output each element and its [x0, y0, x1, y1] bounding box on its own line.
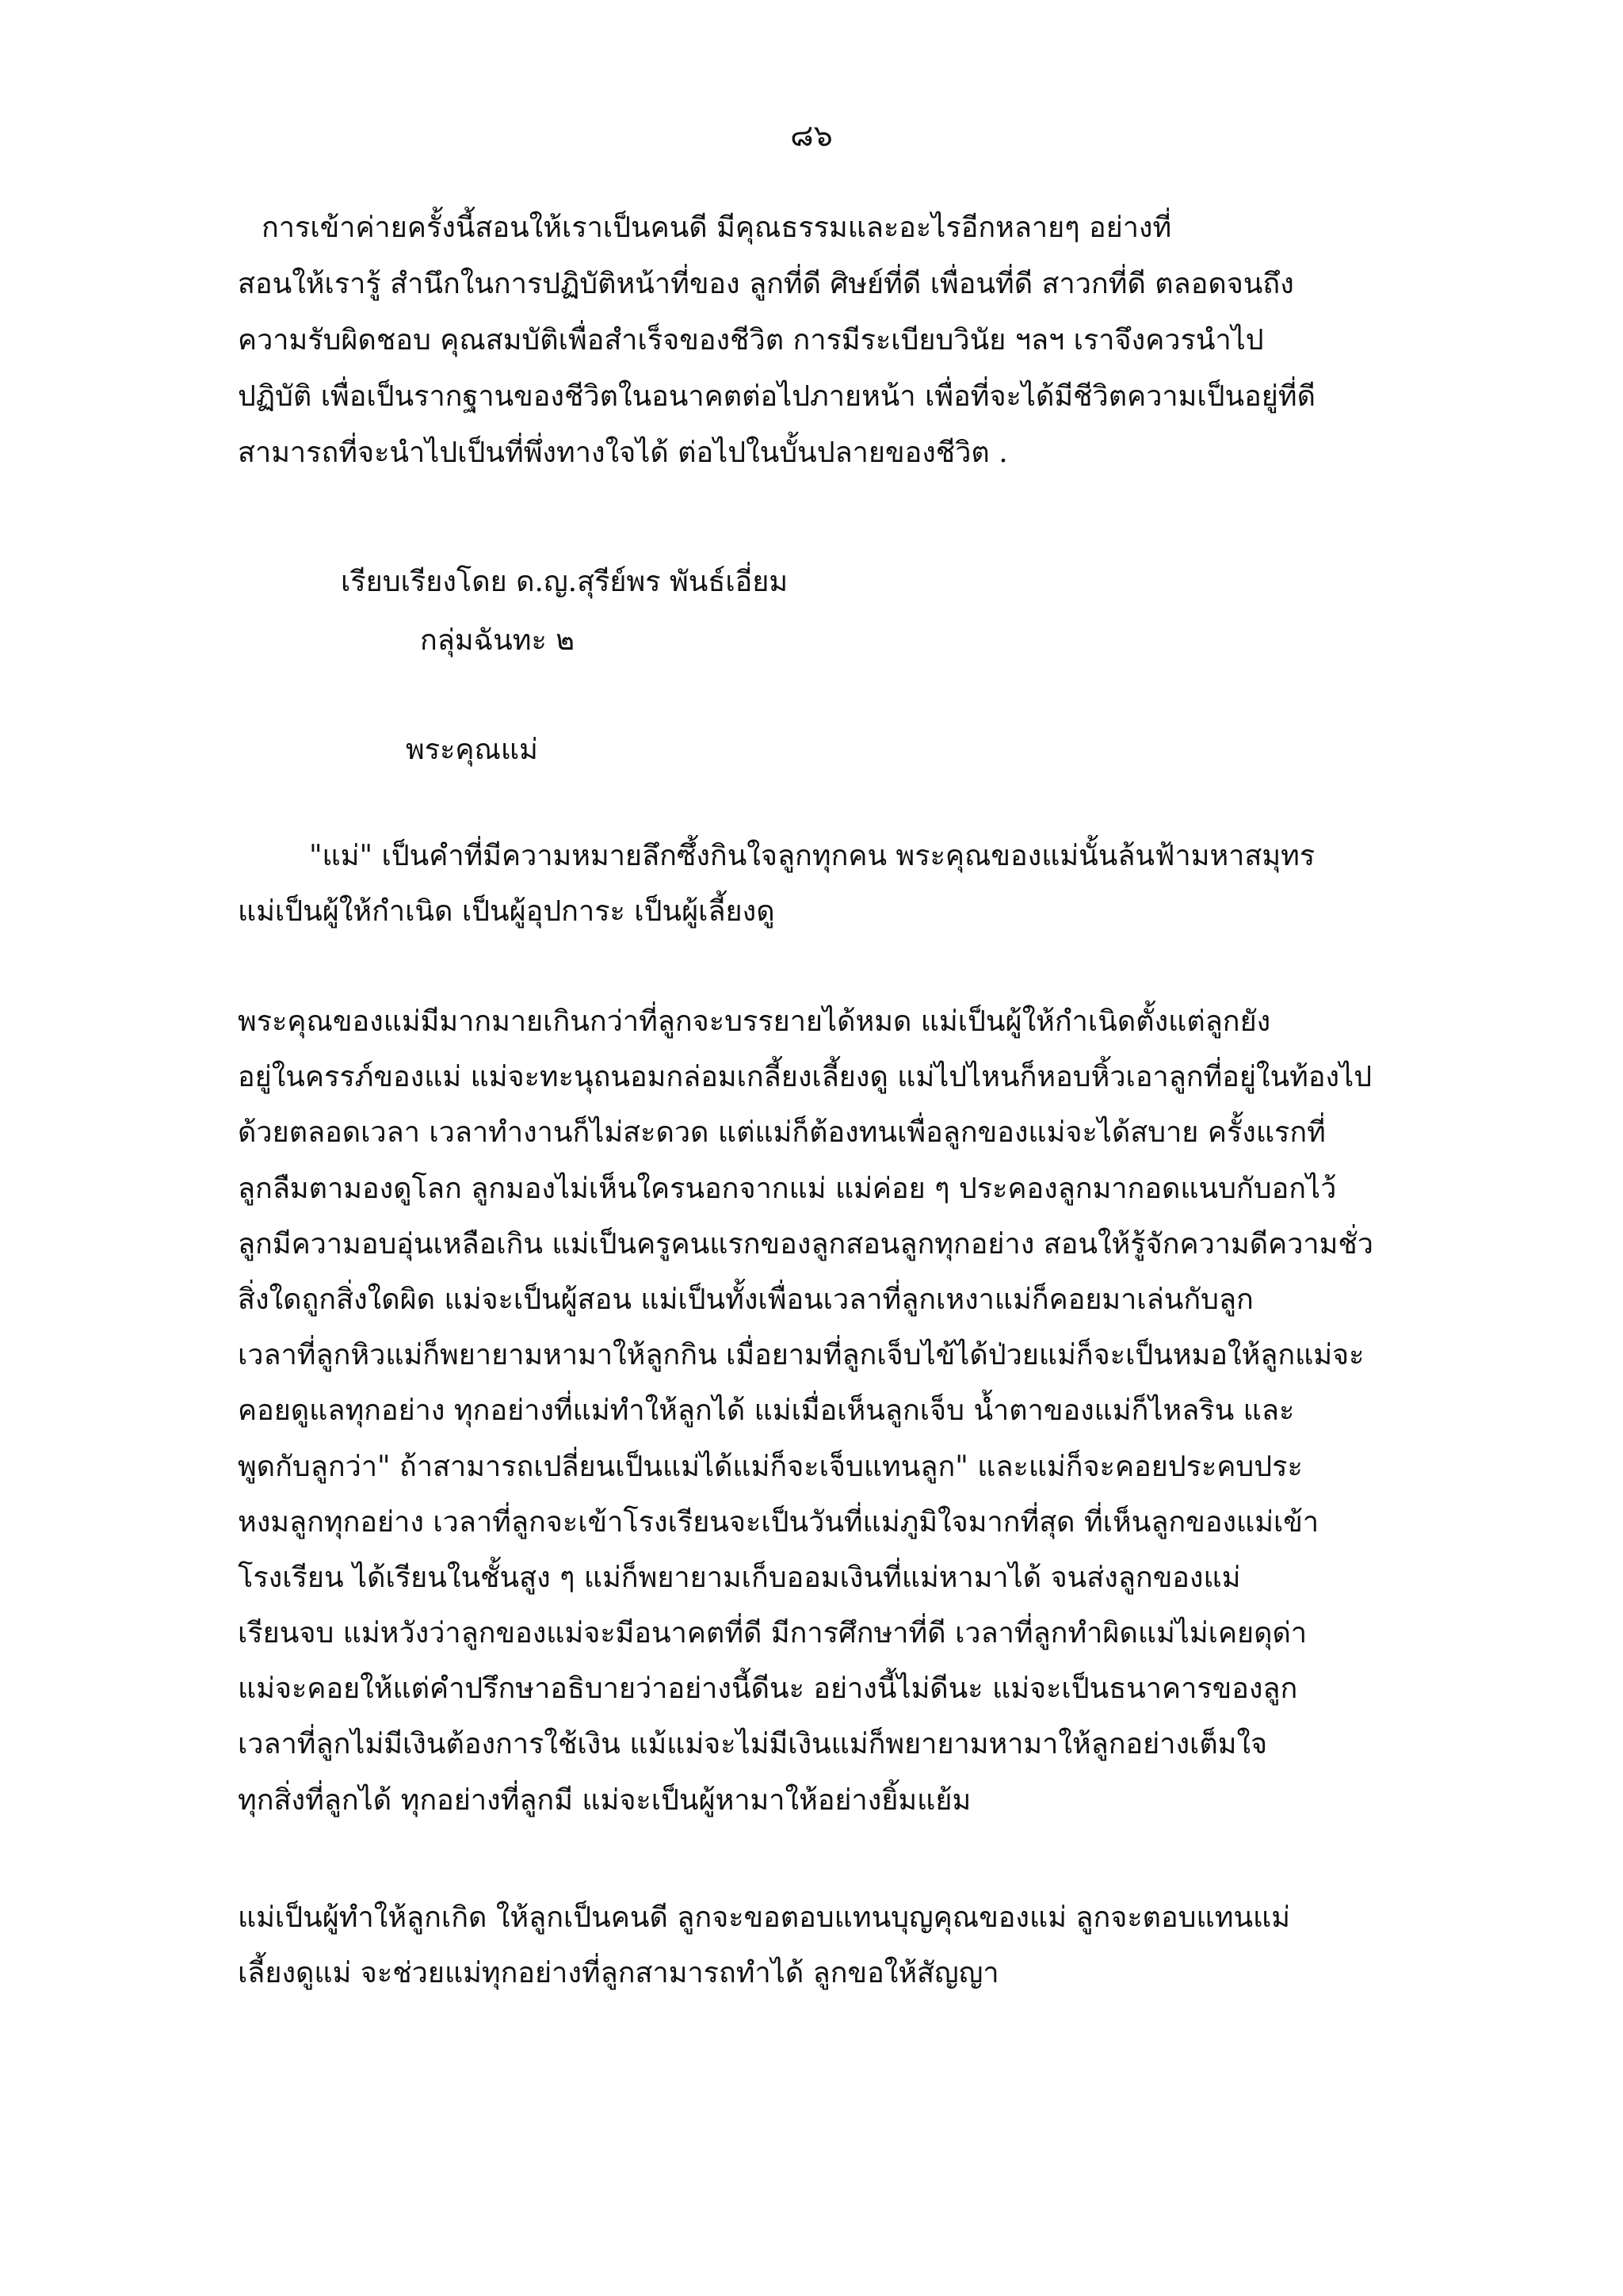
author-group: กลุ่มฉันทะ ๒: [420, 624, 575, 657]
paragraph-line: แม่จะคอยให้แต่คำปรึกษาอธิบายว่าอย่างนี้ดีนะ อย่างนี้ไม่ดีนะ แม่จะเป็นธนาคารของลูก: [238, 1672, 1298, 1706]
paragraph-line: พระคุณของแม่มีมากมายเกินกว่าที่ลูกจะบรรยายได้หมด แม่เป็นผู้ให้กำเนิดตั้งแต่ลูกยัง: [238, 1005, 1271, 1038]
paragraph-line: โรงเรียน ได้เรียนในชั้นสูง ๆ แม่ก็พยายามเก็บออมเงินที่แม่หามาได้ จนส่งลูกของแม่: [238, 1561, 1241, 1594]
paragraph-line: อยู่ในครรภ์ของแม่ แม่จะทะนุถนอมกล่อมเกลี้ยงเลี้ยงดู แม่ไปไหนก็หอบหิ้วเอาลูกที่อยู่ในท้องไป: [238, 1061, 1373, 1094]
paragraph-mother-virtues: [238, 994, 1395, 1829]
paragraph-line: ด้วยตลอดเวลา เวลาทำงานก็ไม่สะดวด แต่แม่ก็ต้องทนเพื่อลูกของแม่จะได้สบาย ครั้งแรกที่: [238, 1116, 1326, 1150]
paragraph-line: ความรับผิดชอบ คุณสมบัติเพื่อสำเร็จของชีวิต การมีระเบียบวินัย ฯลฯ เราจึงควรนำไป: [238, 324, 1264, 357]
paragraph-line: แม่เป็นผู้ทำให้ลูกเกิด ให้ลูกเป็นคนดี ลูกจะขอตอบแทนบุญคุณของแม่ ลูกจะตอบแทนแม่: [238, 1901, 1290, 1934]
paragraph-line: คอยดูแลทุกอย่าง ทุกอย่างที่แม่ทำให้ลูกได้ แม่เมื่อเห็นลูกเจ็บ น้ำตาของแม่ก็ไหลริน และ: [238, 1394, 1295, 1428]
paragraph-line: "แม่" เป็นคำที่มีความหมายลึกซึ้งกินใจลูกทุกคน พระคุณของแม่นั้นล้นฟ้ามหาสมุทร: [309, 840, 1316, 872]
section-title: พระคุณแม่: [406, 734, 538, 766]
paragraph-camp-lesson: [238, 200, 1395, 481]
paragraph-line: ลูกลืมตามองดูโลก ลูกมองไม่เห็นใครนอกจากแม่ แม่ค่อย ๆ ประคองลูกมากอดแนบกับอกไว้: [238, 1172, 1337, 1205]
paragraph-line: เวลาที่ลูกหิวแม่ก็พยายามหามาให้ลูกกิน เมื่อยามที่ลูกเจ็บไข้ได้ป่วยแม่ก็จะเป็นหมอให้ลูกแม่จะ: [238, 1339, 1365, 1372]
paragraph-line: หงมลูกทุกอย่าง เวลาที่ลูกจะเข้าโรงเรียนจะเป็นวันที่แม่ภูมิใจมากที่สุด ที่เห็นลูกของแม่เข้า: [238, 1505, 1319, 1539]
paragraph-line: สามารถที่จะนำไปเป็นที่พึ่งทางใจได้ ต่อไปในบั้นปลายของชีวิต .: [238, 437, 1008, 469]
paragraph-line: เลี้ยงดูแม่ จะช่วยแม่ทุกอย่างที่ลูกสามารถทำได้ ลูกขอให้สัญญา: [238, 1957, 999, 1989]
paragraph-line: พูดกับลูกว่า" ถ้าสามารถเปลี่ยนเป็นแม่ได้แม่ก็จะเจ็บแทนลูก" และแม่ก็จะคอยประคบประ: [238, 1450, 1303, 1483]
paragraph-mother-intro: [238, 829, 1395, 940]
author-credit: เรียบเรียงโดย ด.ญ.สุรีย์พร พันธ์เอี่ยม: [341, 566, 789, 598]
paragraph-line: ลูกมีความอบอุ่นเหลือเกิน แม่เป็นครูคนแรกของลูกสอนลูกทุกอย่าง สอนให้รู้จักความดีความชั่ว: [238, 1227, 1374, 1261]
paragraph-line: ทุกสิ่งที่ลูกได้ ทุกอย่างที่ลูกมี แม่จะเป็นผู้หามาให้อย่างยิ้มแย้ม: [238, 1783, 972, 1817]
page-number: ๘๖: [790, 118, 833, 153]
paragraph-line: สิ่งใดถูกสิ่งใดผิด แม่จะเป็นผู้สอน แม่เป็นทั้งเพื่อนเวลาที่ลูกเหงาแม่ก็คอยมาเล่นกับลูก: [238, 1283, 1254, 1316]
paragraph-line: ปฏิบัติ เพื่อเป็นรากฐานของชีวิตในอนาคตต่อไปภายหน้า เพื่อที่จะได้มีชีวิตความเป็นอยู่ที่ดี: [238, 380, 1316, 413]
paragraph-promise: [238, 1890, 1395, 2001]
paragraph-line: เรียนจบ แม่หวังว่าลูกของแม่จะมีอนาคตที่ดี มีการศึกษาที่ดี เวลาที่ลูกทำผิดแม่ไม่เคยดุด่า: [238, 1617, 1308, 1650]
paragraph-line: แม่เป็นผู้ให้กำเนิด เป็นผู้อุปการะ เป็นผู้เลี้ยงดู: [238, 895, 775, 928]
paragraph-line: เวลาที่ลูกไม่มีเงินต้องการใช้เงิน แม้แม่จะไม่มีเงินแม่ก็พยายามหามาให้ลูกอย่างเต็มใจ: [238, 1728, 1268, 1761]
paragraph-line: สอนให้เรารู้ สำนึกในการปฏิบัติหน้าที่ของ ลูกที่ดี ศิษย์ที่ดี เพื่อนที่ดี สาวกที่ดี ตลอดจนถึง: [238, 268, 1294, 300]
paragraph-line: การเข้าค่ายครั้งนี้สอนให้เราเป็นคนดี มีคุณธรรมและอะไรอีกหลายๆ อย่างที่: [262, 212, 1172, 244]
